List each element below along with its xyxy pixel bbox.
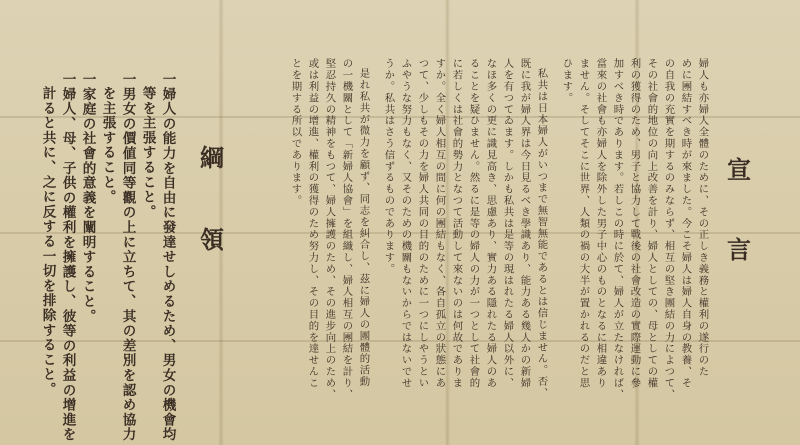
program-item: 等を主張すること。 bbox=[139, 86, 156, 220]
declaration-line: その社會的地位の向上改善を計り、婦人としての、母としての權 bbox=[645, 58, 658, 389]
declaration-title-char-1: 宣 bbox=[727, 155, 751, 184]
declaration-line: の一機關として「新婦人協會」を組織し、婦人相互の團結を計り、 bbox=[340, 58, 353, 400]
declaration-line: ません。そしてそこに世界、人類の禍の大半が置かれるのだと思 bbox=[577, 58, 590, 389]
declaration-line: 堅忍持久の精神をもつて、婦人擁護のため、その進步向上のため、 bbox=[323, 58, 336, 400]
program-item: 一男女の價値同等觀の上に立ちて、其の差別を認め協力 bbox=[119, 72, 136, 442]
declaration-line: 利の獲得のため、男子と協力して戰後の社會改造の實際運動に參 bbox=[628, 58, 641, 389]
declaration-line: ひます。 bbox=[560, 58, 573, 104]
declaration-line: めに團結すべき時が來ました。今こそ婦人は婦人自身の教養、そ bbox=[679, 58, 692, 389]
declaration-line: うか。私共はさう信ずるものであります。 bbox=[382, 58, 395, 275]
declaration-line: 或は利益の增進、權利の獲得のため努力し、その目的を達せんこ bbox=[306, 58, 319, 389]
declaration-line: 是れ私共が微力を顧ず、同志を糾合し、茲に婦人の團體的活動 bbox=[357, 68, 370, 388]
program-title-char-1: 綱 bbox=[200, 143, 224, 172]
declaration-line: なほ多くの更に識見高き、思慮あり、實力ある隱れたる婦人のあ bbox=[484, 58, 497, 389]
declaration-line: 加すべき時であります。若しこの時に於て、婦人が立たなければ、 bbox=[611, 58, 624, 400]
declaration-line: 當來の社會も亦婦人を除外した男子中心のものとなるに相違あり bbox=[594, 58, 607, 389]
declaration-line: ふやうな努力もなく、又そのための機關もないからではないでせ bbox=[399, 58, 412, 389]
program-item: 一婦人、母、子供の權利を擁護し、彼等の利益の增進を bbox=[59, 72, 76, 442]
declaration-line: すか。全く婦人相互の間に何の團結もなく、各自孤立の狀態にあ bbox=[433, 58, 446, 389]
declaration-line: 既に我が婦人界は今日見るべき學識あり、能力ある幾人かの新婦 bbox=[518, 58, 531, 389]
declaration-title-char-2: 言 bbox=[727, 235, 751, 264]
declaration-line: の自我の充實を期するのみならず、相互の堅き團結の力によつて、 bbox=[662, 58, 675, 400]
program-item: 一婦人の能力を自由に發達せしめるため、男女の機會均 bbox=[159, 72, 176, 442]
program-item: を主張すること。 bbox=[99, 86, 116, 205]
declaration-line: ることを疑ひません。然るに是等の婦人の力が一つとして社會的 bbox=[467, 58, 480, 389]
program-item: 計ると共に、之に反する一切を排除すること。 bbox=[39, 86, 56, 397]
declaration-line: 人を有つてゐます。しかも私共は是等の現はれたる婦人以外に、 bbox=[501, 58, 514, 389]
declaration-line: に若しくは社會的勢力となつて活動して來ないのは何故でありま bbox=[450, 58, 463, 389]
declaration-line: 婦人も亦婦人全體のために、その正しき義務と權利の遂行のた bbox=[696, 58, 709, 378]
declaration-line: つて、少しもその力を婦人共同の目的のために一つにしやうとい bbox=[416, 58, 429, 389]
program-item: 一家庭の社會的意義を闡明すること。 bbox=[79, 72, 96, 324]
declaration-line: 私共は日本婦人がいつまで無智無能であるとは信じません。否、 bbox=[535, 68, 548, 399]
declaration-line: とを期する所以であります。 bbox=[289, 58, 302, 207]
program-title-char-2: 領 bbox=[200, 225, 224, 254]
